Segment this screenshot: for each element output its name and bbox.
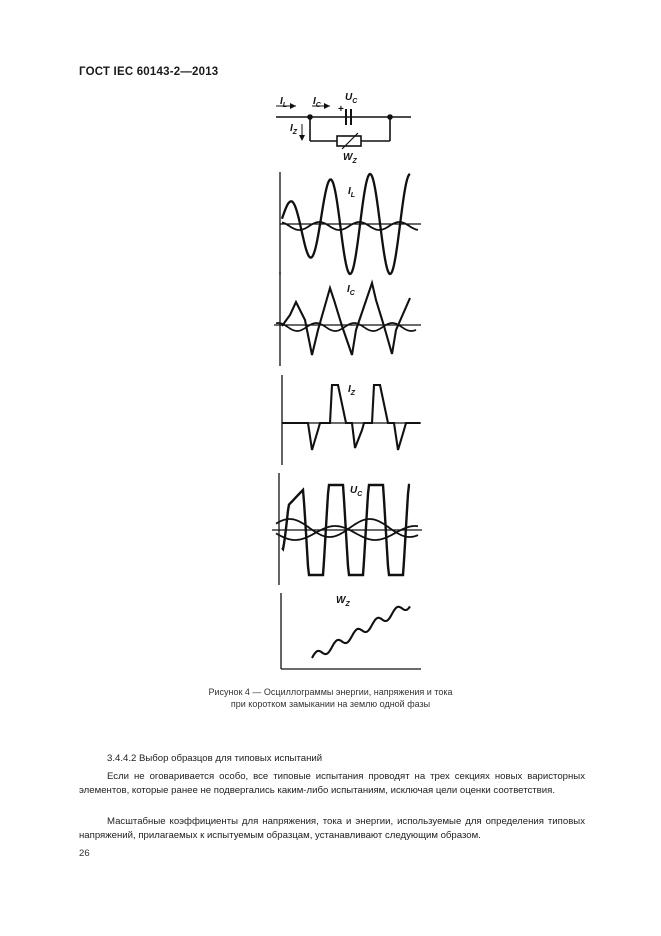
panel-ic [274, 272, 421, 366]
panel-uc-label: $U_C$ [350, 485, 363, 498]
iz-label: $I_Z$ [290, 123, 298, 136]
panel-uc [272, 473, 422, 585]
ic-trace [282, 283, 410, 355]
uc-label: $U_C$ [345, 92, 358, 105]
section-heading: 3.4.4.2 Выбор образцов для типовых испытаний [107, 753, 323, 764]
panel-iz [282, 375, 421, 465]
schematic-labels [280, 92, 358, 165]
wz-trace [312, 606, 410, 658]
caption-line-1: Рисунок 4 — Осциллограммы энергии, напряжения и тока [208, 687, 453, 697]
ic-label: $I_C$ [313, 96, 321, 109]
panel-ic-label: $I_C$ [347, 284, 355, 297]
panel-wz-label: $W_Z$ [336, 595, 350, 608]
page-number: 26 [79, 848, 90, 859]
varistor-symbol [337, 136, 361, 146]
panel-wz [281, 593, 421, 669]
body-paragraph-2: Масштабные коэффициенты для напряжения, тока и энергии, используемые для определения типовых напряжений, прилагаемых к испытуемым образцам, устанавливают следующим образом. [79, 816, 585, 841]
document-header: ГОСТ IEC 60143-2—2013 [79, 66, 219, 78]
caption-line-2: при коротком замыкании на землю одной фазы [230, 699, 431, 709]
plus-sign: + [338, 104, 344, 115]
figure-caption [150, 686, 511, 710]
panel-il [280, 172, 421, 275]
body-paragraph-1: Если не оговаривается особо, все типовые испытания проводят на трех секциях новых варисторных элементов, которые ранее не подвергались каким-либо испытаниям, исключая цели оценки соответствия. [79, 771, 585, 796]
wz-label: $W_Z$ [343, 152, 357, 165]
panel-il-label: $I_L$ [348, 186, 356, 199]
il-aux-trace [282, 222, 418, 230]
il-label: $I_L$ [280, 96, 288, 109]
panel-iz-label: $I_Z$ [348, 384, 356, 397]
